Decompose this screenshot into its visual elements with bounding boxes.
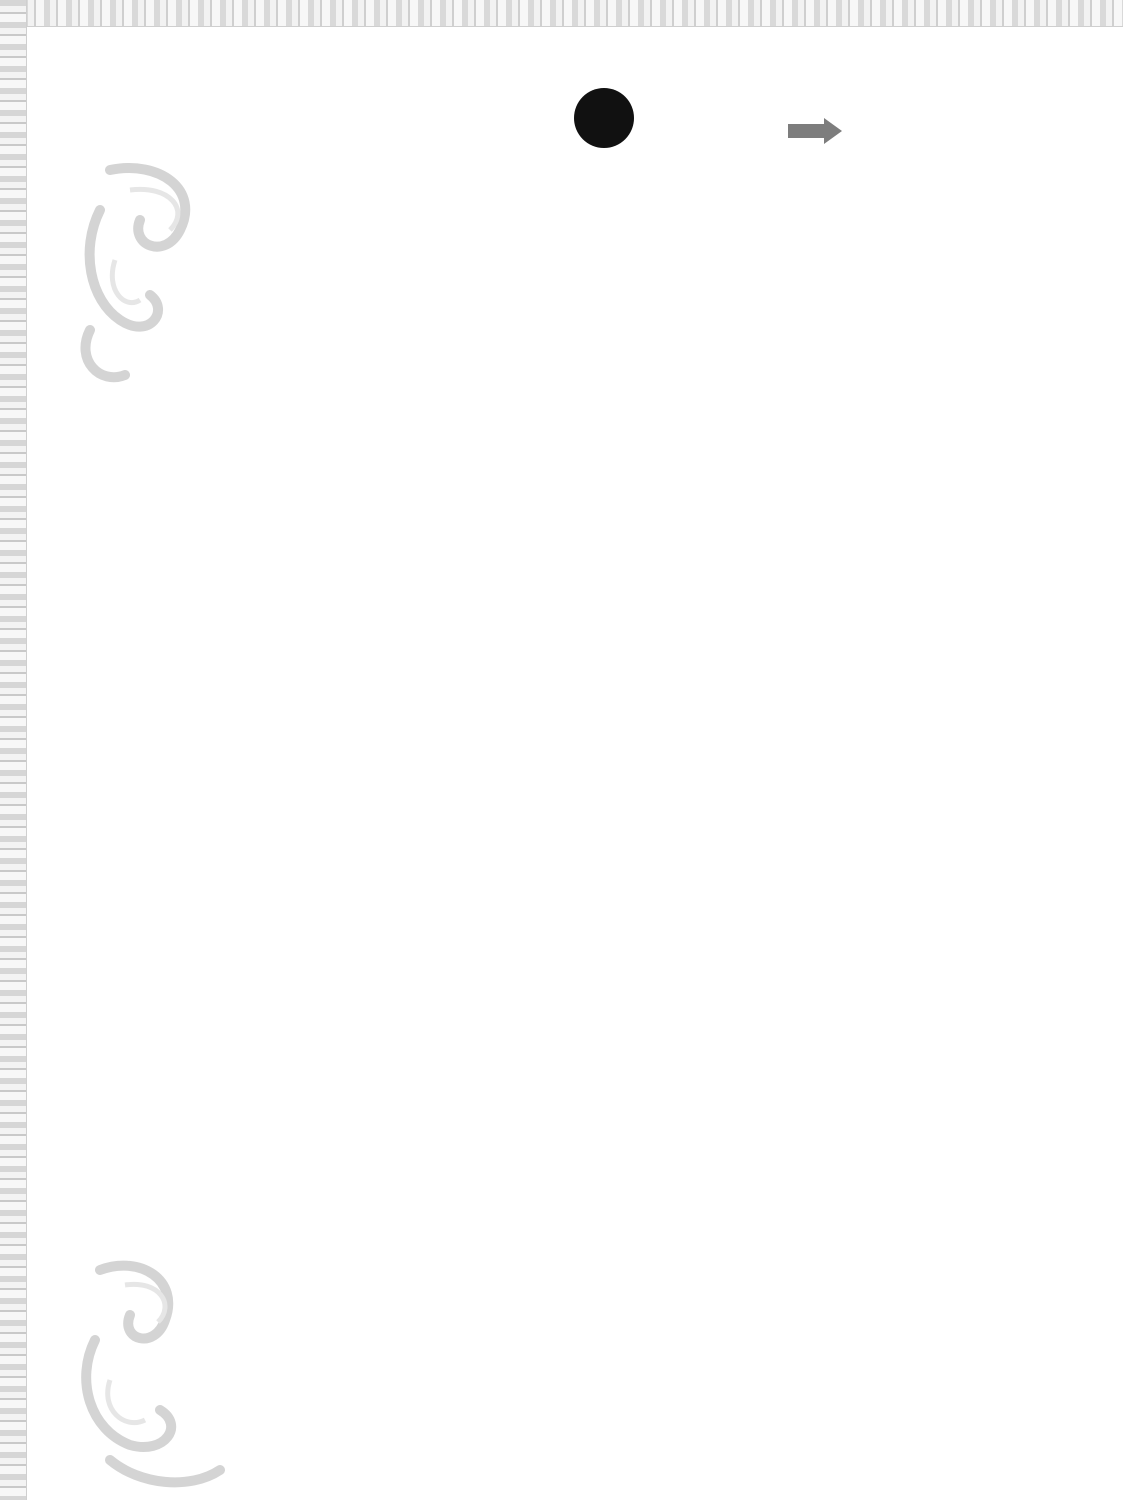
floral-swirl-ornament-bottom [70,1250,230,1500]
book-title-header [96,80,916,160]
left-diamond-column [40,40,70,1490]
arrow-icon [788,118,842,144]
floral-swirl-ornament-top [70,150,230,390]
left-ornamental-border [0,0,27,1500]
top-diamond-row [40,40,1120,70]
top-ornamental-border [0,0,1123,27]
logo-in-circle [574,88,634,148]
